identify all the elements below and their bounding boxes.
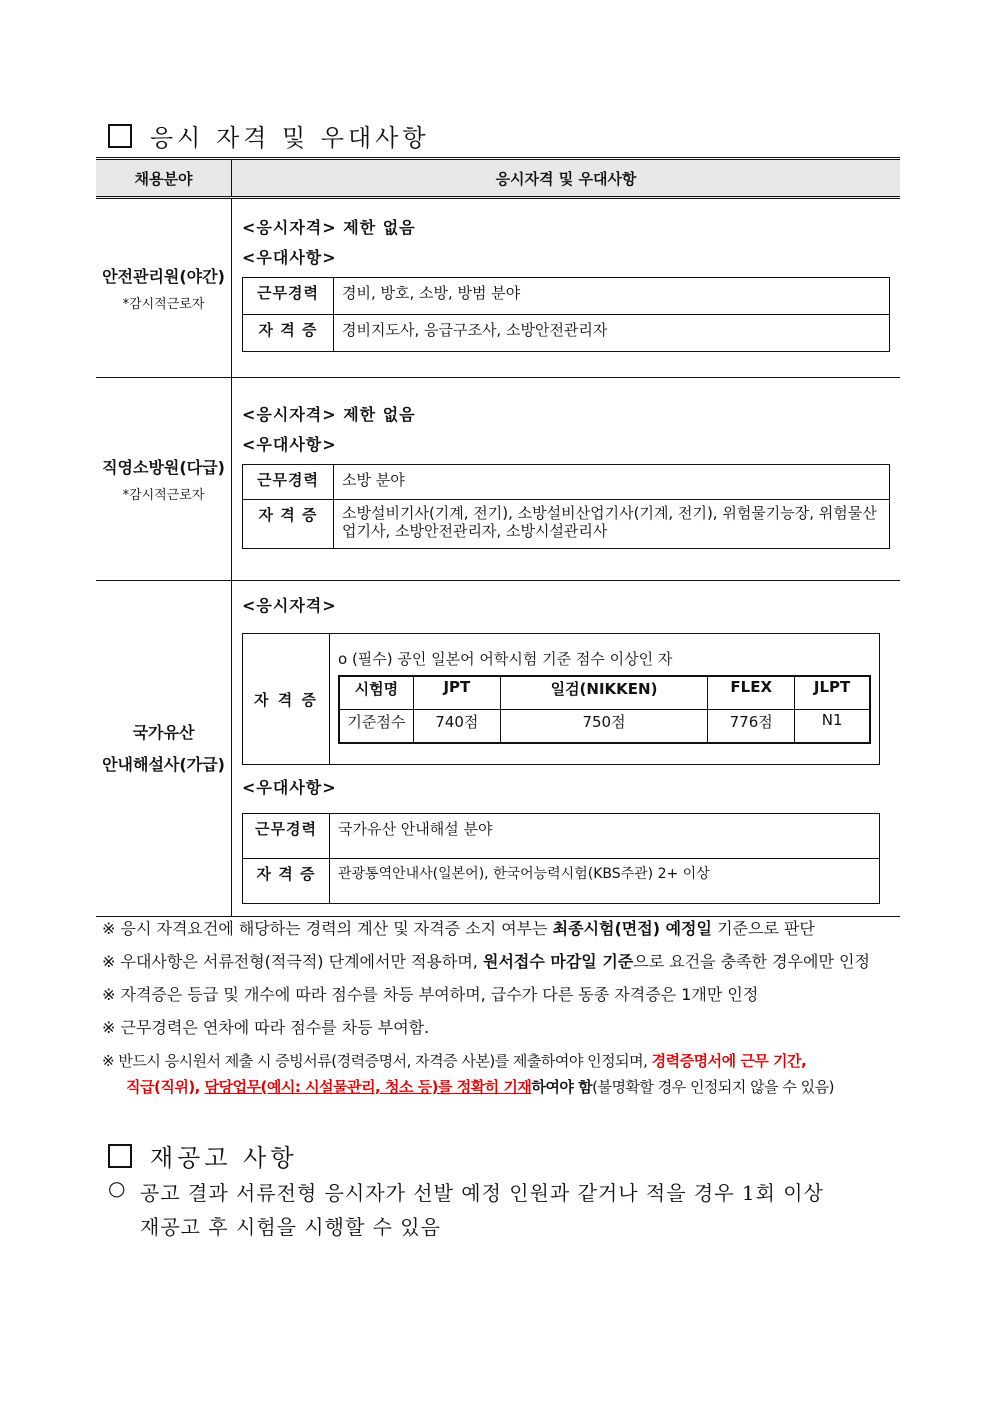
score-header: 일검(NIKKEN) xyxy=(500,676,707,710)
score-value: 776점 xyxy=(708,710,795,744)
note-text: ※ 반드시 응시원서 제출 시 증빙서류(경력증명서, 자격증 사본)를 제출하여야 인정되며, xyxy=(102,1052,652,1070)
cert-label: 자 격 증 xyxy=(243,634,330,764)
notes xyxy=(102,912,902,1100)
score-header: 시험명 xyxy=(339,676,413,710)
score-header: JPT xyxy=(413,676,500,710)
pref-label: 자 격 증 xyxy=(243,315,334,352)
pref-label: 근무경력 xyxy=(243,814,330,859)
field-name-line1: 국가유산 xyxy=(132,722,195,742)
pref-label: 근무경력 xyxy=(243,465,334,500)
qualification-line: <응시자격> 제한 없음 xyxy=(242,218,416,237)
pref-label: 근무경력 xyxy=(243,278,334,315)
score-value: 740점 xyxy=(413,710,500,744)
qualification-cell xyxy=(232,378,901,581)
field-name: 안전관리원(야간) xyxy=(102,267,225,286)
note-item: ※ 근무경력은 연차에 따라 점수를 차등 부여함. xyxy=(102,1018,430,1037)
score-value: 750점 xyxy=(500,710,707,744)
japanese-cert-box xyxy=(242,633,880,765)
section-title-text: 재공고 사항 xyxy=(150,1144,298,1172)
pref-label: 자 격 증 xyxy=(243,500,334,549)
table-row xyxy=(96,198,900,378)
preference-table xyxy=(242,277,890,352)
cert-requirement: o (필수) 공인 일본어 어학시험 기준 점수 이상인 자 xyxy=(338,650,673,668)
note-item xyxy=(102,1074,902,1100)
repost-line: 재공고 후 시험을 시행할 수 있음 xyxy=(140,1215,441,1239)
note-text: ※ 응시 자격요건에 해당하는 경력의 계산 및 자격증 소지 여부는 xyxy=(102,919,553,938)
pref-value: 국가유산 안내해설 분야 xyxy=(330,814,880,859)
note-text: 기준으로 판단 xyxy=(711,919,815,938)
note-bold: 하여야 함 xyxy=(531,1078,593,1096)
pref-value: 경비, 방호, 소방, 방범 분야 xyxy=(334,278,890,315)
note-item xyxy=(102,912,902,945)
circle-bullet-icon: ○ xyxy=(108,1176,126,1200)
preference-table xyxy=(242,464,890,549)
qualification-line: <응시자격> 제한 없음 xyxy=(242,405,416,424)
field-name-line2: 안내해설사(가급) xyxy=(102,754,225,774)
field-subtitle: *감시적근로자 xyxy=(122,488,205,503)
note-red: 경력증명서에 근무 기간, xyxy=(651,1052,807,1070)
score-table xyxy=(338,675,871,744)
preference-line: <우대사항> xyxy=(242,778,337,797)
repost-item xyxy=(108,1176,908,1244)
note-red: 직급(직위), xyxy=(126,1078,205,1096)
pref-value: 소방 분야 xyxy=(334,465,890,500)
note-bold: 최종시험(면접) 예정일 xyxy=(552,919,712,938)
field-cell xyxy=(96,581,232,917)
field-cell xyxy=(96,378,232,581)
note-item xyxy=(102,1048,902,1074)
pref-value: 소방설비기사(기계, 전기), 소방설비산업기사(기계, 전기), 위험물기능장, 위험물산업기사, 소방안전관리자, 소방시설관리사 xyxy=(334,500,890,549)
table-row xyxy=(96,378,900,581)
field-cell xyxy=(96,198,232,378)
section-title-qualifications xyxy=(108,118,430,153)
header-field: 채용분야 xyxy=(96,159,232,198)
table-row xyxy=(96,581,900,917)
repost-line: 공고 결과 서류전형 응시자가 선발 예정 인원과 같거나 적을 경우 1회 이상 xyxy=(140,1181,824,1205)
preference-line: <우대사항> xyxy=(242,435,337,454)
field-name: 직영소방원(다급) xyxy=(102,458,225,477)
note-text: ※ 우대사항은 서류전형(적극적) 단계에서만 적용하며, xyxy=(102,952,483,971)
note-bold: 원서접수 마감일 기준 xyxy=(482,952,634,971)
note-item xyxy=(102,945,902,978)
score-header: JLPT xyxy=(795,676,870,710)
qualification-table xyxy=(96,157,900,917)
note-item: ※ 자격증은 등급 및 개수에 따라 점수를 차등 부여하며, 급수가 다른 동종 자격증은 1개만 인정 xyxy=(102,985,759,1004)
note-text: 으로 요건을 충족한 경우에만 인정 xyxy=(633,952,870,971)
note-red-underline: 담당업무(예시: 시설물관리, 청소 등)를 정확히 기재 xyxy=(204,1078,532,1096)
section-title-text: 응시 자격 및 우대사항 xyxy=(150,124,430,152)
score-value: 기준점수 xyxy=(339,710,413,744)
score-value: N1 xyxy=(795,710,870,744)
pref-label: 자 격 증 xyxy=(243,859,330,904)
note-text: (불명확할 경우 인정되지 않을 수 있음) xyxy=(592,1078,835,1096)
field-subtitle: *감시적근로자 xyxy=(122,297,205,312)
section-title-repost xyxy=(108,1138,298,1173)
qualification-cell xyxy=(232,198,901,378)
checkbox-square-icon xyxy=(108,1144,132,1168)
preference-table xyxy=(242,813,880,904)
header-qualification: 응시자격 및 우대사항 xyxy=(232,159,901,198)
checkbox-square-icon xyxy=(108,124,132,148)
qualification-cell xyxy=(232,581,901,917)
preference-line: <우대사항> xyxy=(242,248,337,267)
qualification-line: <응시자격> xyxy=(242,596,337,615)
pref-value: 경비지도사, 응급구조사, 소방안전관리자 xyxy=(334,315,890,352)
pref-value: 관광통역안내사(일본어), 한국어능력시험(KBS주관) 2+ 이상 xyxy=(330,859,880,904)
score-header: FLEX xyxy=(708,676,795,710)
